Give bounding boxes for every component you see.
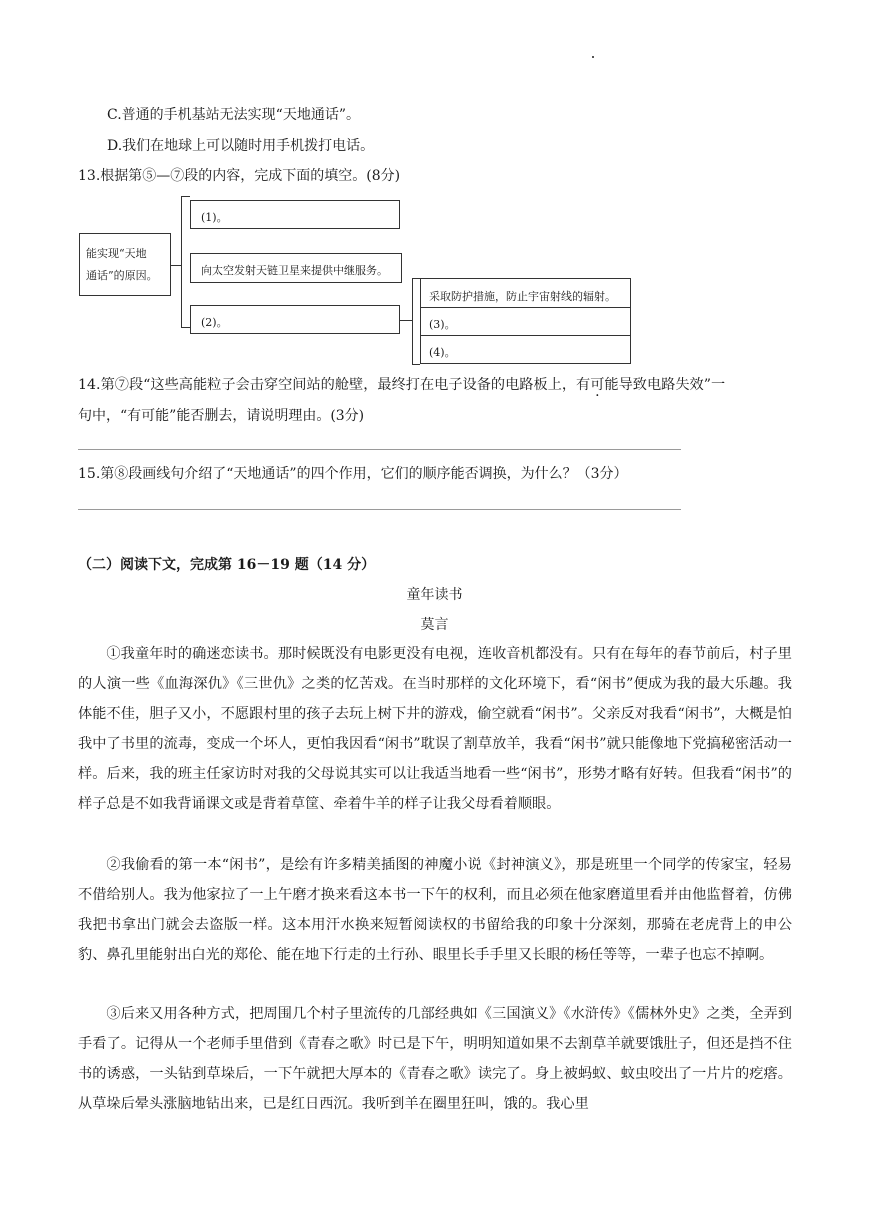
blank-1-box: [190, 200, 400, 229]
diagram-root-line2: 通话”的原因。: [86, 269, 158, 282]
diagram-root-box: [79, 233, 171, 296]
connector: [181, 196, 190, 197]
article-title: 童年读书: [406, 587, 463, 603]
sub-boxes: [420, 278, 631, 364]
blank-4-row: [421, 336, 630, 363]
bracket-line: [412, 278, 413, 364]
connector: [400, 320, 412, 321]
paragraph-2: ②我偷看的第一本“闲书”，是绘有许多精美插图的神魔小说《封神演义》，那是班里一个同学的传家宝，轻易不借给别人。我为他家拉了一上午磨才换来看这本书一下午的权利，而且必须在他家磨道里看并由他监督着，仿佛我把书拿出门就会去盗版一样。这本用汗水换来短暂阅读权的书留给我的印象十分深刻，那骑在老虎背上的申公豹、鼻孔里能射出白光的郑伦、能在地下行走的土行孙、眼里长手手里又长眼的杨任等等，一辈子也忘不掉啊。: [78, 857, 792, 963]
answer-line-15: [78, 509, 681, 510]
paragraph-1: ①我童年时的确迷恋读书。那时候既没有电影更没有电视，连收音机都没有。只有在每年的春节前后，村子里的人演一些《血海深仇》《三世仇》之类的忆苦戏。在当时那样的文化环境下，看“闲书”便成为我的最大乐趣。我体能不佳，胆子又小，不愿跟村里的孩子去玩上树下井的游戏，偷空就看“闲书”。父亲反对我看“闲书”，大概是怕我中了书里的流毒，变成一个坏人，更怕我因看“闲书”耽误了割草放羊，我看“闲书”就只能像地下党搞秘密活动一样。后来，我的班主任家访时对我的父母说其实可以让我适当地看一些“闲书”，形势才略有好转。但我看“闲书”的样子总是不如我背诵课文或是背着草筐、牵着牛羊的样子让我父母看着顺眼。: [78, 646, 792, 812]
connector: [412, 278, 420, 279]
blank-4-label: (4)。: [429, 346, 456, 359]
question-14-line2: 句中，“有可能”能否删去，请说明理由。(3分): [78, 408, 365, 424]
bracket-line: [181, 196, 182, 327]
sub-protection-text: 采取防护措施，防止宇宙射线的辐射。: [429, 290, 616, 303]
blank-2-box: [190, 305, 400, 334]
option-c: C.普通的手机基站无法实现“天地通话”。: [107, 107, 360, 123]
blank-1-label: (1)。: [201, 211, 228, 224]
section-heading: （二）阅读下文，完成第 16－19 题（14 分）: [78, 557, 376, 573]
question-14-line1: [78, 374, 725, 394]
branch-relay-text: 向太空发射天链卫星来提供中继服务。: [201, 264, 388, 277]
question-14-text-b: 导致电路失效”一: [618, 377, 726, 393]
option-d: D.我们在地球上可以随时用手机拨打电话。: [107, 138, 375, 154]
connector: [181, 327, 190, 328]
blank-2-label: (2)。: [201, 316, 228, 329]
question-14-text-a: 14.第⑦段“这些高能粒子会击穿空间站的舱壁，最终打在电子设备的电路板上，: [78, 377, 577, 393]
blank-3-label: (3)。: [429, 318, 456, 331]
blank-3-row: [421, 308, 630, 336]
diagram-root-line1: 能实现“天地: [86, 247, 147, 260]
question-13-stem: 13.根据第⑤—⑦段的内容，完成下面的填空。(8分): [78, 168, 401, 184]
branch-relay-box: [190, 253, 402, 283]
scan-dot: [592, 56, 594, 58]
question-15: 15.第⑧段画线句介绍了“天地通话”的四个作用，它们的顺序能否调换，为什么？（3分）: [78, 466, 628, 482]
connector: [412, 364, 420, 365]
article-author: 莫言: [420, 617, 449, 633]
paragraph-3: ③后来又用各种方式，把周围几个村子里流传的几部经典如《三国演义》《水浒传》《儒林外史》之类，全弄到手看了。记得从一个老师手里借到《青春之歌》时已是下午，明明知道如果不去割草羊就要饿肚子，但还是挡不住书的诱惑，一头钻到草垛后，一下午就把大厚本的《青春之歌》读完了。身上被蚂蚁、蚊虫咬出了一片片的疙瘩。从草垛后晕头涨脑地钻出来，已是红日西沉。我听到羊在圈里狂叫，饿的。我心里: [78, 1006, 792, 1112]
answer-line-14: [78, 449, 681, 450]
question-14-emphasis: 有可能: [576, 377, 619, 393]
connector: [171, 265, 181, 266]
sub-protection-row: [421, 279, 630, 308]
